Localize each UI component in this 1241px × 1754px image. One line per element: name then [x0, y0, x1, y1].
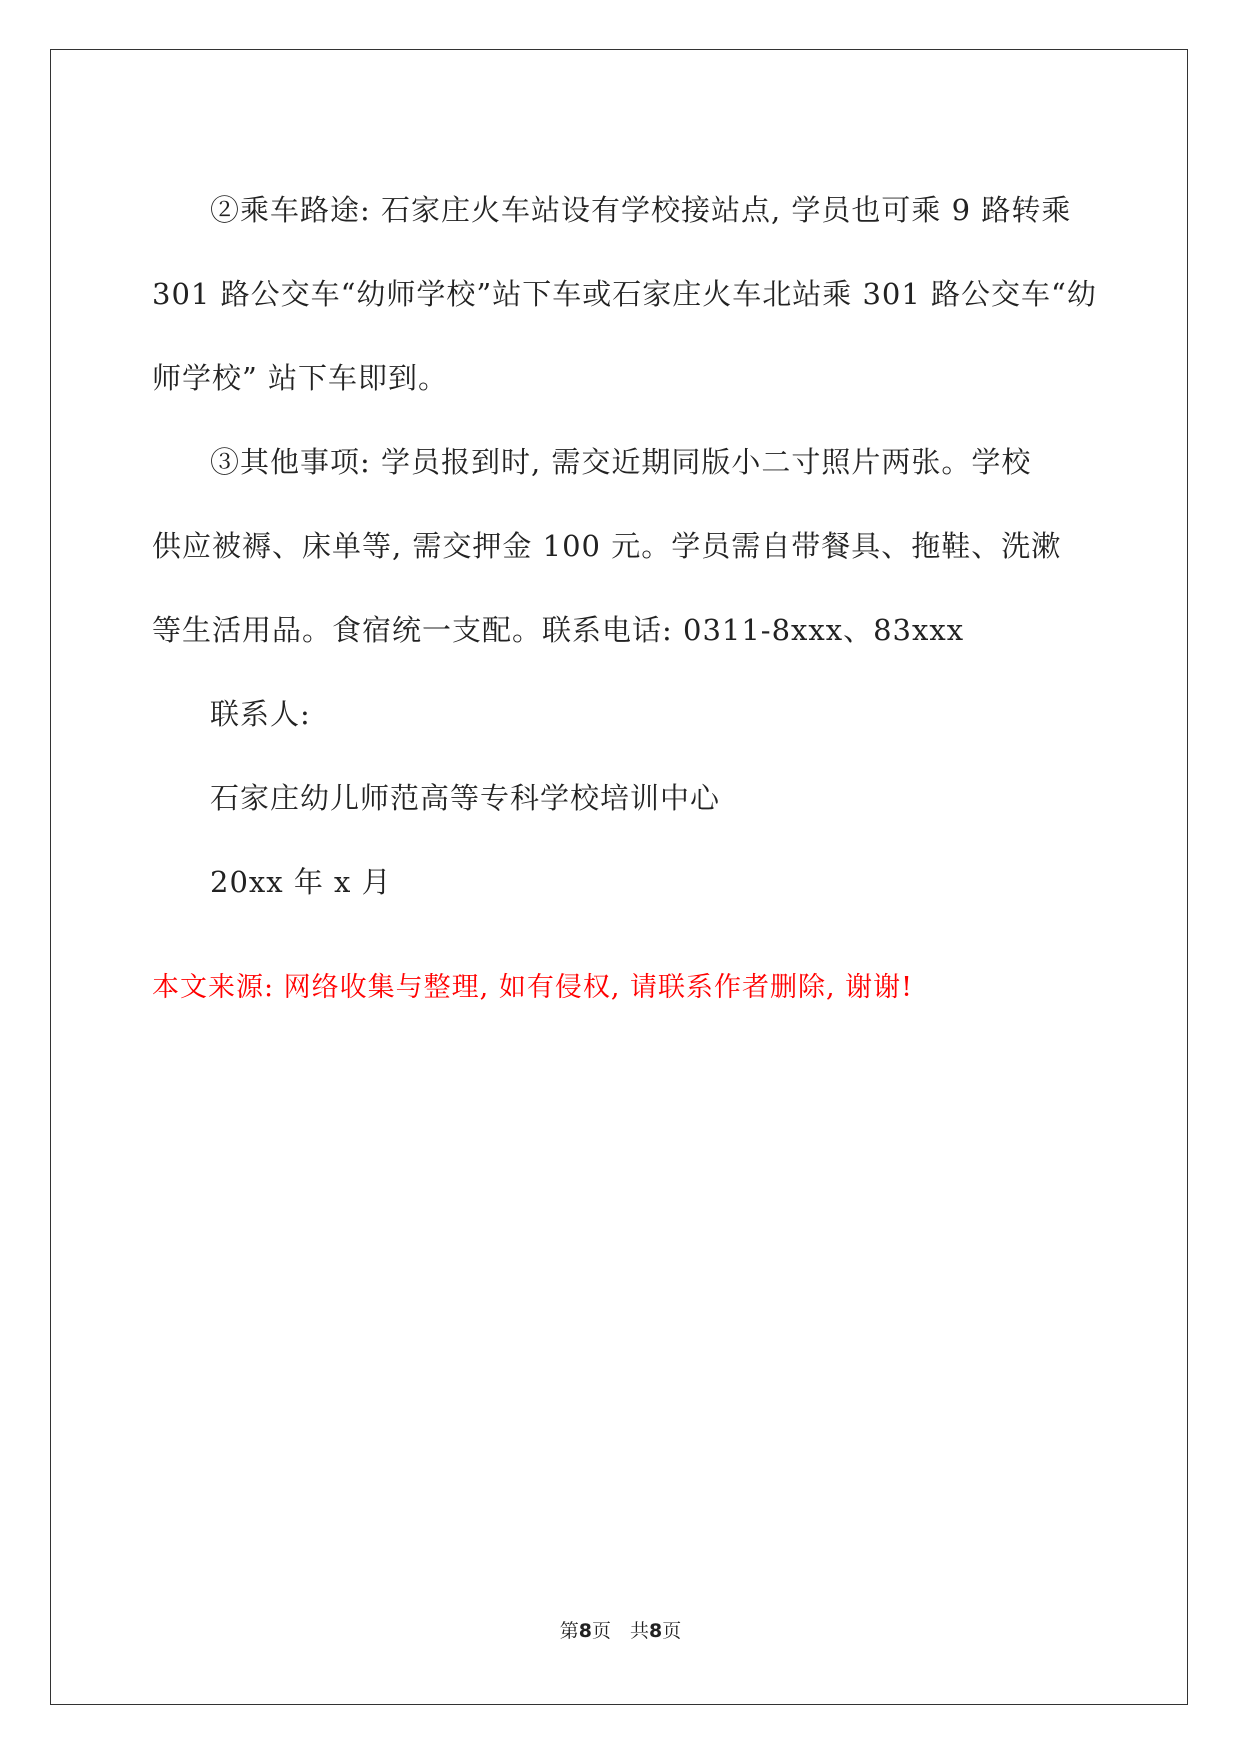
route-paragraph-line-2: 301 路公交车“幼师学校”站下车或石家庄火车北站乘 301 路公交车“幼: [152, 277, 1097, 311]
source-notice: 本文来源: 网络收集与整理, 如有侵权, 请联系作者删除, 谢谢!: [152, 972, 914, 1003]
other-paragraph-line-3: 等生活用品。食宿统一支配。联系电话: 0311-8xxx、83xxx: [152, 613, 965, 647]
document-body: [152, 168, 1097, 924]
other-paragraph-line-2: 供应被褥、床单等, 需交押金 100 元。学员需自带餐具、拖鞋、洗漱: [152, 529, 1062, 563]
footer-middle: 页 共: [591, 1620, 649, 1642]
page-footer: [0, 1618, 1241, 1644]
footer-prefix: 第: [559, 1620, 579, 1642]
document-date: 20xx 年 x 月: [210, 865, 392, 899]
contact-label: 联系人:: [210, 697, 311, 731]
footer-suffix: 页: [662, 1620, 682, 1642]
footer-total-pages: 8: [649, 1620, 663, 1642]
route-paragraph-line-1: ②乘车路途: 石家庄火车站设有学校接站点, 学员也可乘 9 路转乘: [210, 193, 1072, 227]
other-paragraph-line-1: ③其他事项: 学员报到时, 需交近期同版小二寸照片两张。学校: [210, 445, 1032, 479]
route-paragraph-line-3: 师学校” 站下车即到。: [152, 361, 449, 395]
footer-current-page: 8: [578, 1620, 592, 1642]
organization-name: 石家庄幼儿师范高等专科学校培训中心: [210, 781, 721, 815]
